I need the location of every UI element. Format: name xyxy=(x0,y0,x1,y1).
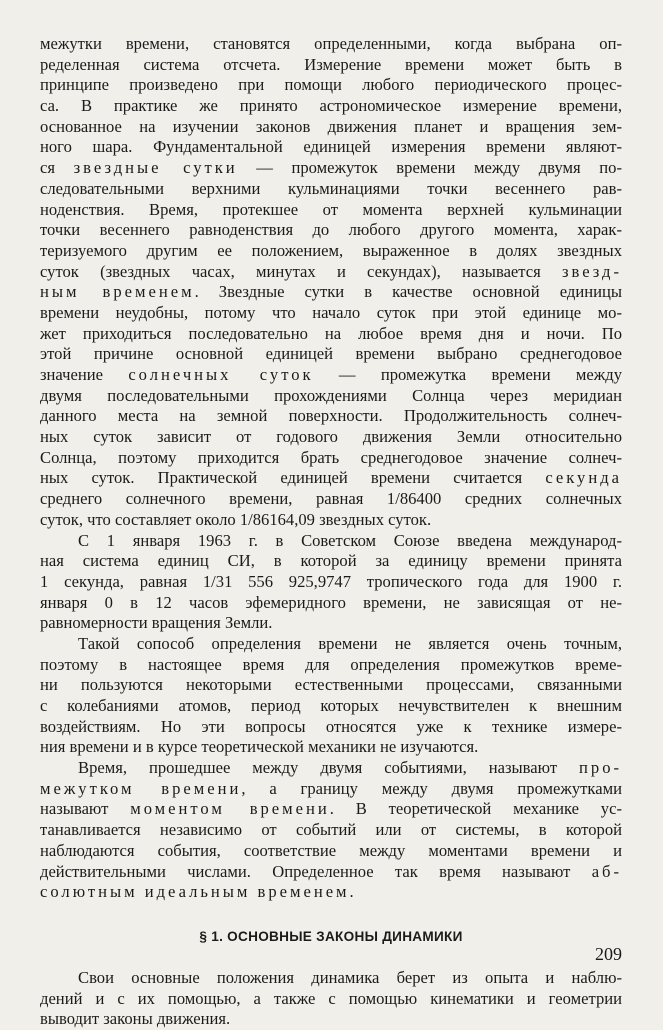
text-line: ных суток зависит от годового движения Земли относительно xyxy=(40,427,622,447)
emphasized-term: солнечных суток xyxy=(128,365,314,384)
section-heading: § 1. ОСНОВНЫЕ ЗАКОНЫ ДИНАМИКИ xyxy=(199,928,463,944)
text-run: ных суток. Практической единицей времени считается xyxy=(40,468,546,488)
text-line: ределенная система отсчета. Измерение времени может быть в xyxy=(40,54,622,74)
emphasized-term: межутком времени xyxy=(40,778,242,798)
emphasized-term: звездные сутки xyxy=(73,158,238,178)
text-run: . xyxy=(349,882,354,902)
emphasized-term: моментом времени xyxy=(130,799,330,819)
page-text-block xyxy=(40,34,622,1030)
text-run: ся xyxy=(40,158,74,178)
emphasized-term: аб- xyxy=(591,861,622,881)
text-line xyxy=(40,262,622,283)
text-line: теризуемого другим ее положением, выраженное в долях звездных xyxy=(40,240,622,260)
text-line: принципе произведено при помощи любого периодического процес- xyxy=(40,75,622,95)
text-line xyxy=(40,799,622,820)
text-line: жет приходиться последовательно на любое время дня и ночи. По xyxy=(40,323,622,343)
text-line: 1 секунда, равная 1/31 556 925,9747 тропического года для 1900 г. xyxy=(40,571,622,591)
text-run: , а границу между двумя промежутками xyxy=(241,778,622,798)
text-line: данного места на земной поверхности. Продолжительность солнеч- xyxy=(40,406,622,426)
text-line: точки весеннего равноденствия до любого другого момента, харак- xyxy=(40,220,622,240)
text-line: ни пользуются некоторыми естественными процессами, связанными xyxy=(40,675,622,695)
text-line: поэтому в настоящее время для определения промежутков време- xyxy=(40,654,622,674)
text-line: ния времени и в курсе теоретической механики не изучаются. xyxy=(40,737,479,757)
text-run: называют xyxy=(40,799,131,819)
text-line: межутки времени, становятся определенными, когда выбрана оп- xyxy=(40,34,622,53)
emphasized-term: ным временем xyxy=(40,282,195,302)
text-line: ная система единиц СИ, в которой за единицу времени принята xyxy=(40,551,622,571)
text-line: этой причине основной единицей времени выбрано среднегодовое xyxy=(40,344,622,364)
emphasized-term: звезд- xyxy=(561,261,622,281)
text-line: основанное на изучении законов движения планет и вращения зем- xyxy=(40,116,622,136)
text-line xyxy=(40,882,622,903)
text-line xyxy=(40,158,622,179)
text-line: равномерности вращения Земли. xyxy=(40,613,273,633)
text-run: — промежутка времени между xyxy=(313,365,622,384)
text-line: среднего солнечного времени, равная 1/86400 средних солнечных xyxy=(40,489,622,509)
text-line: января 0 в 12 часов эфемеридного времени, не зависящая от не- xyxy=(40,592,622,612)
text-line: воздействиям. Но эти вопросы относятся уже к технике измере- xyxy=(40,716,622,736)
text-line: ноденствия. Время, протекшее от момента верхней кульминации xyxy=(40,199,622,219)
text-run: . Звездные сутки в качестве основной единицы xyxy=(194,282,622,302)
text-line: времени неудобны, потому что начало суток при этой единице мо- xyxy=(40,302,622,322)
text-line: Солнца, поэтому приходится брать среднегодовое значение солнеч- xyxy=(40,447,622,467)
text-line xyxy=(40,282,622,303)
text-line: наблюдаются события, соответствие между моментами времени и xyxy=(40,840,622,860)
text-line: следовательными верхними кульминациями точки весеннего рав- xyxy=(40,178,622,198)
text-line xyxy=(40,758,622,779)
text-line: С 1 января 1963 г. в Советском Союзе введена международ- xyxy=(78,530,622,550)
text-line xyxy=(40,779,622,800)
text-run: действительными числами. Определенное так время называют xyxy=(40,861,592,881)
text-run: суток (звездных часах, минутах и секундах), называется xyxy=(40,261,562,281)
page-number: 209 xyxy=(595,944,622,964)
text-line: двумя последовательными прохождениями Солнца через меридиан xyxy=(40,385,622,405)
text-line xyxy=(40,468,622,489)
text-line: ного шара. Фундаментальной единицей измерения времени являют- xyxy=(40,137,622,157)
text-run: Время, прошедшее между двумя событиями, называют xyxy=(78,758,580,778)
text-line: дений и с их помощью, а также с помощью кинематики и геометрии xyxy=(40,988,622,1008)
text-line: суток, что составляет около 1/86164,09 звездных суток. xyxy=(40,509,432,529)
text-line xyxy=(40,365,622,386)
text-line: са. В практике же принято астрономическое измерение времени, xyxy=(40,96,622,116)
text-run: . В теоретической механике ус- xyxy=(329,799,622,819)
text-line: Свои основные положения динамика берет из опыта и наблю- xyxy=(78,967,622,987)
emphasized-term: про- xyxy=(579,758,622,778)
text-line: танавливается независимо от событий или от системы, в которой xyxy=(40,820,622,840)
emphasized-term: секунда xyxy=(545,468,622,488)
text-line: выводит законы движения. xyxy=(40,1009,231,1029)
text-run: значение xyxy=(40,365,129,384)
text-line xyxy=(40,862,622,883)
text-line: Такой сопособ определения времени не является очень точным, xyxy=(78,633,622,653)
emphasized-term: солютным идеальным временем xyxy=(40,882,350,902)
text-line: с колебаниями атомов, период которых нечувствителен к внешним xyxy=(40,696,622,715)
text-run: — промежуток времени между двумя по- xyxy=(237,158,622,178)
